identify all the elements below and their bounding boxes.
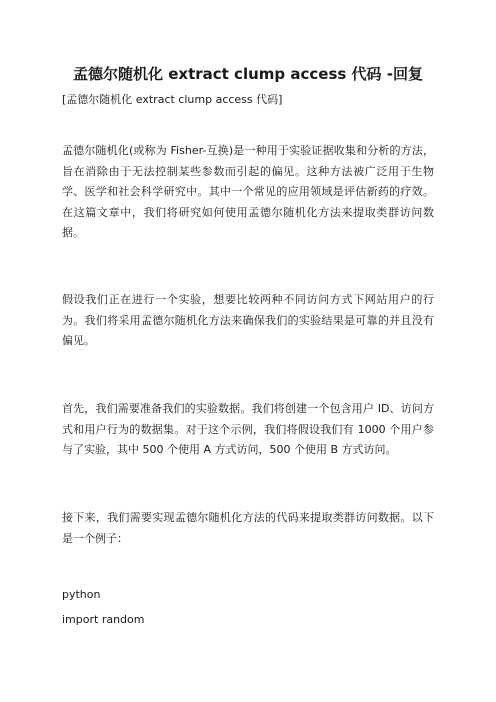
paragraph-intro: 孟德尔随机化(或称为 Fisher-互换)是一种用于实验证据收集和分析的方法，旨在消除由于无法控制某些参数而引起的偏见。这种方法被广泛用于生物学、医学和社会科学研究中。其中一个常见的应用领域是评估新药的疗效。在这篇文章中，我们将研究如何使用孟德尔随机化方法来提取类群访问数据。 <box>62 144 434 239</box>
paragraph-data-prep: 首先，我们需要准备我们的实验数据。我们将创建一个包含用户 ID、访问方式和用户行为的数据集。对于这个示例，我们将假设我们有 1000 个用户参与了实验，其中 500 个使用 A 方式访问，500 个使用 B 方式访问。 <box>62 402 434 456</box>
paragraph-code-intro: 接下来，我们需要实现孟德尔随机化方法的代码来提取类群访问数据。以下是一个例子： <box>62 511 434 545</box>
document-subtitle: [孟德尔随机化 extract clump access 代码] <box>62 93 283 106</box>
code-line: import random <box>62 613 145 626</box>
paragraph-experiment: 假设我们正在进行一个实验，想要比较两种不同访问方式下网站用户的行为。我们将采用孟德尔随机化方法来确保我们的实验结果是可靠的并且没有偏见。 <box>62 293 434 347</box>
document-title: 孟德尔随机化 extract clump access 代码 -回复 <box>73 65 423 83</box>
code-line: python <box>62 588 101 601</box>
